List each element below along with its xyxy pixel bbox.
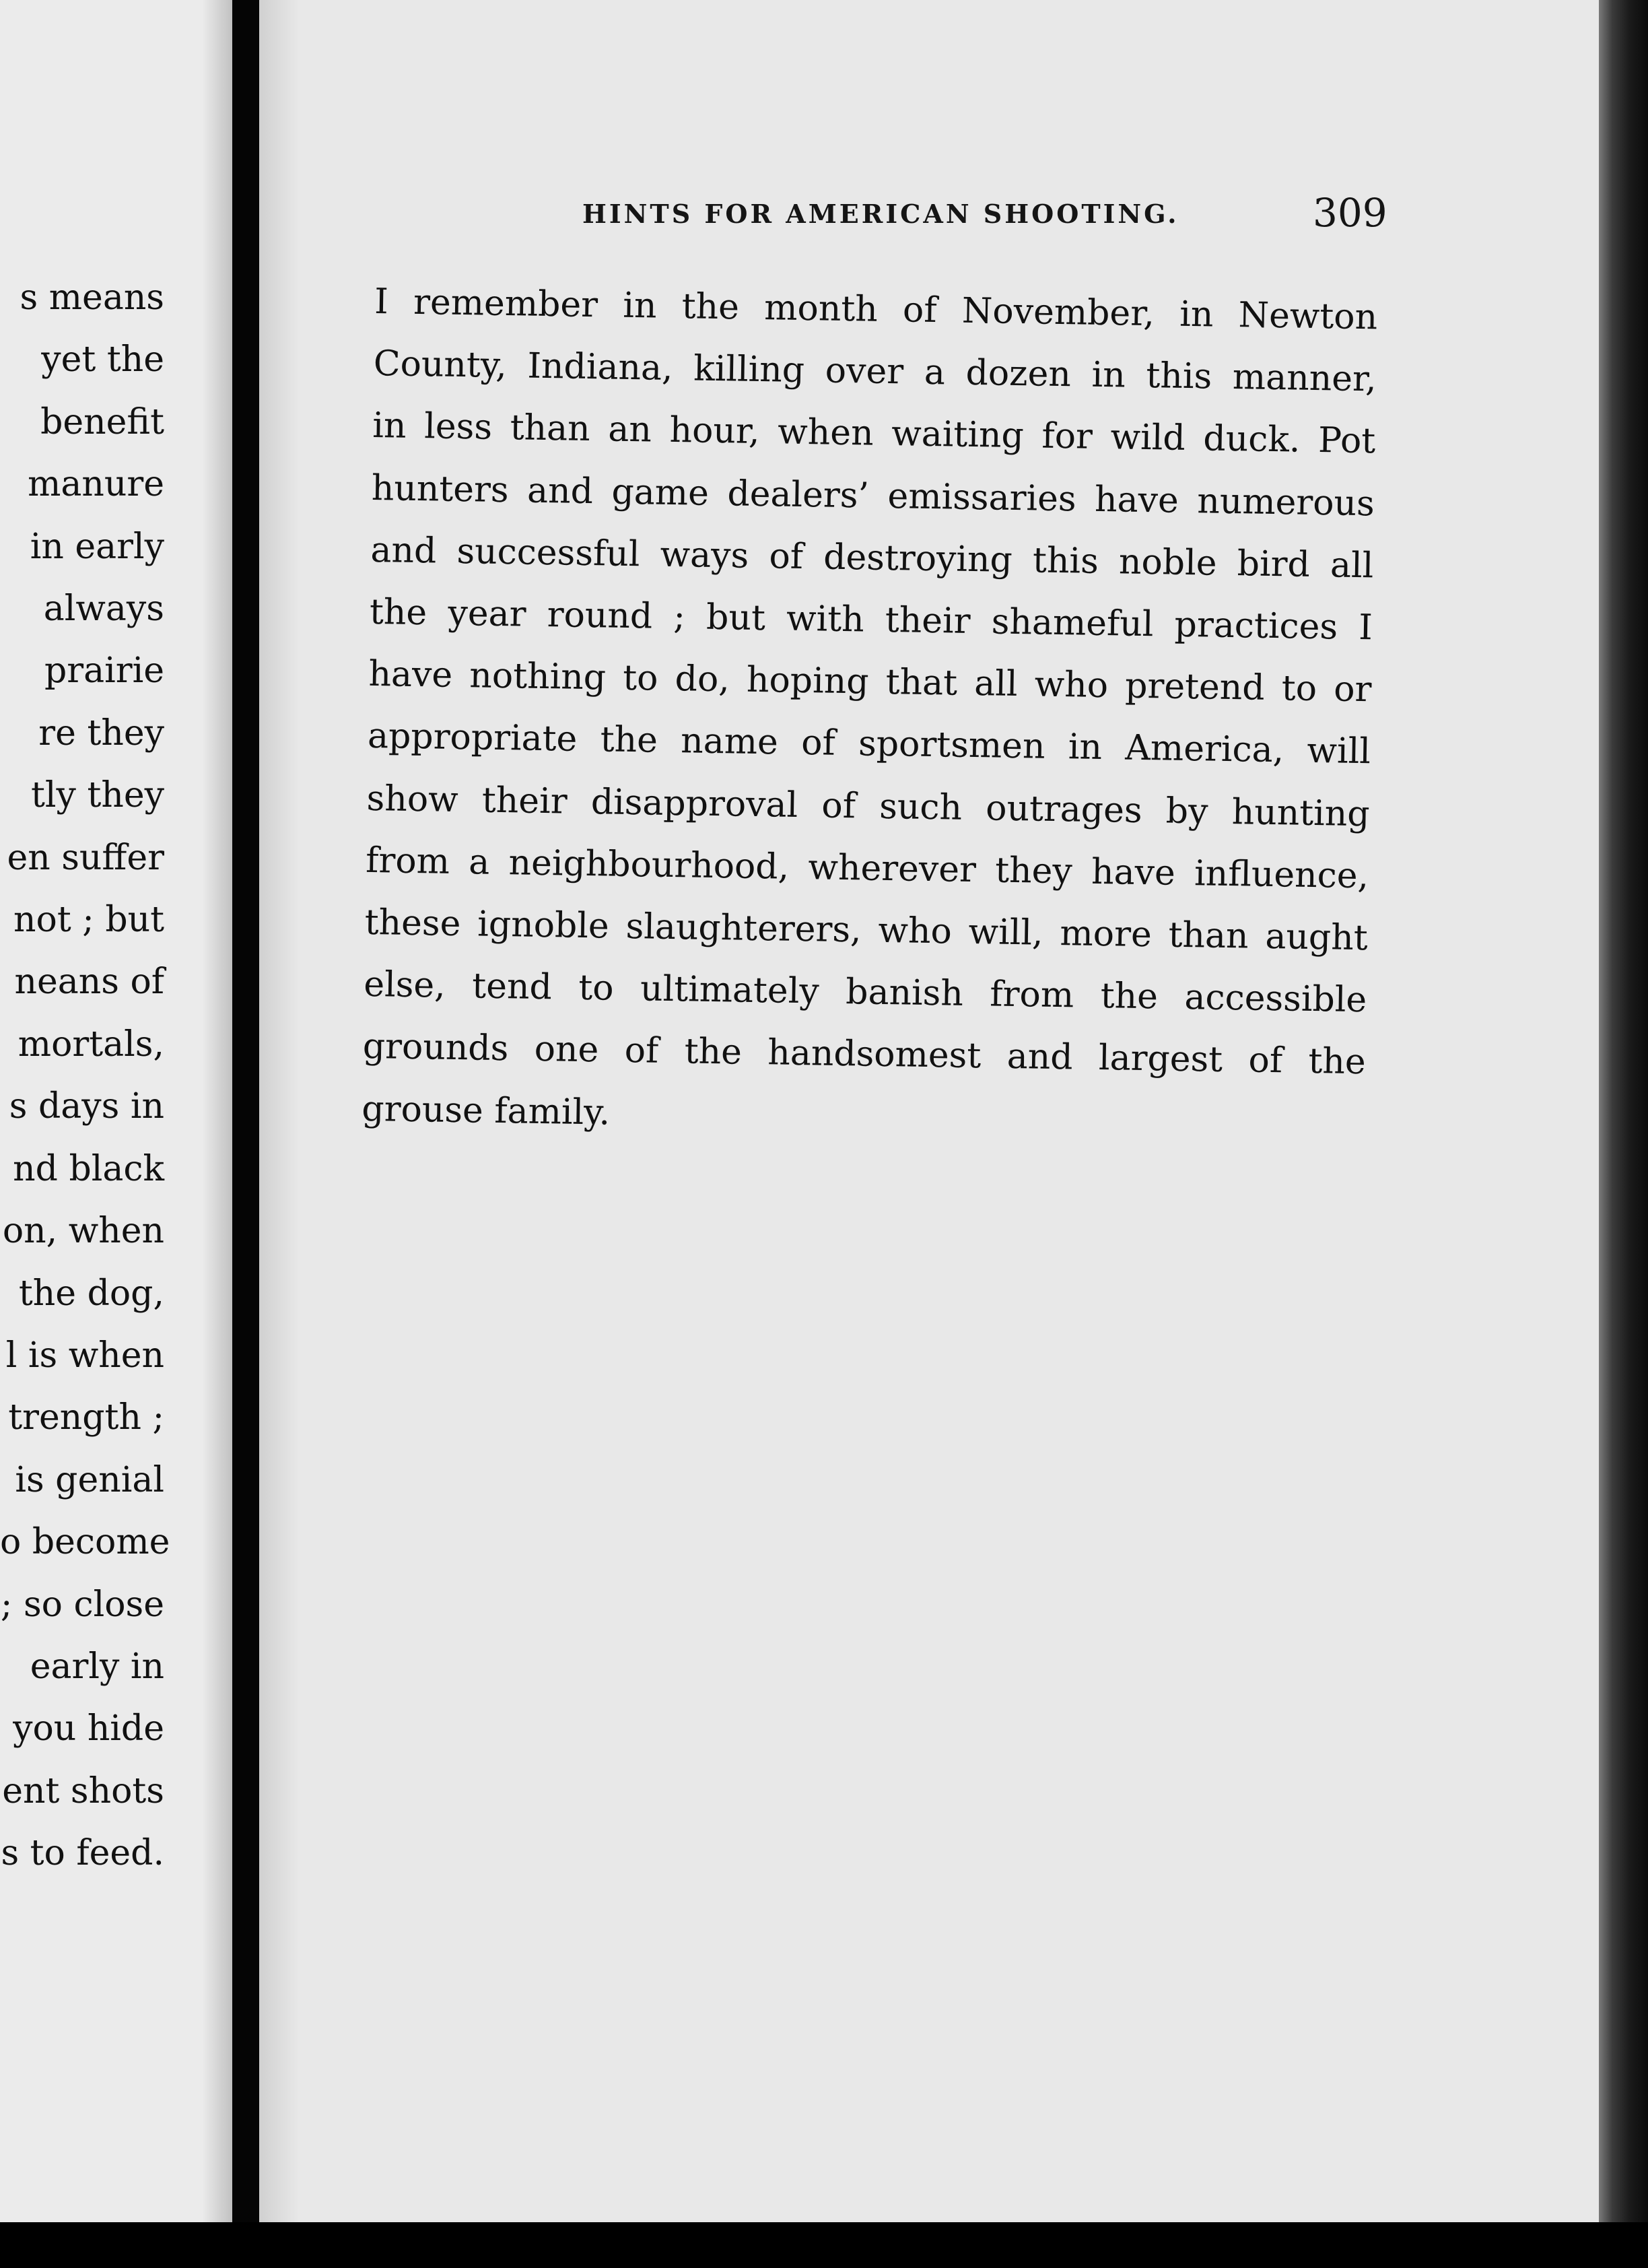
text-line: early in [30, 1646, 164, 1687]
text-line: County, Indiana, killing over a dozen in this manner, [373, 343, 1377, 400]
right-page [259, 0, 1599, 2222]
text-line: en suffer [7, 837, 164, 878]
text-line: grouse family. [361, 1088, 611, 1133]
left-page-shadow [202, 0, 232, 2222]
text-line: you hide [13, 1708, 164, 1749]
text-line: yet the [41, 339, 164, 380]
scan-border [0, 2222, 1648, 2268]
right-page-text [362, 271, 1378, 1156]
text-line: I remember in the month of November, in Newton [374, 281, 1378, 338]
text-line: these ignoble slaughterers, who will, more than aught [364, 902, 1369, 959]
text-line: from a neighbourhood, wherever they have influence, [365, 840, 1369, 897]
text-line: in early [30, 526, 164, 567]
right-page-shadow [259, 0, 300, 2222]
text-line: manure [28, 464, 164, 505]
left-page [0, 0, 232, 2222]
text-line: not ; but [13, 900, 164, 941]
text-line: mortals, [18, 1024, 164, 1065]
text-line: in less than an hour, when waiting for wild duck. Pot [372, 405, 1376, 462]
running-head: HINTS FOR AMERICAN SHOOTING. [582, 199, 1179, 229]
text-line: trength ; [8, 1397, 164, 1438]
text-line: ; so close [0, 1584, 164, 1625]
text-line: s means [20, 277, 164, 318]
text-line: benefit [40, 401, 164, 442]
text-line: s to feed. [1, 1833, 164, 1874]
text-line: o become [0, 1522, 170, 1563]
text-line: hunters and game dealers’ emissaries have numerous [371, 467, 1375, 524]
text-line: the year round ; but with their shameful practices I [369, 591, 1373, 648]
left-page-text [0, 267, 170, 1885]
text-line: neans of [14, 962, 164, 1003]
text-line: on, when [2, 1211, 164, 1252]
text-line: re they [38, 712, 164, 754]
page-edge [1599, 0, 1648, 2222]
text-line: and successful ways of destroying this noble bird all [370, 529, 1374, 587]
text-line: grounds one of the handsomest and largest of the [362, 1026, 1367, 1083]
text-line: else, tend to ultimately banish from the accessible [363, 964, 1367, 1021]
text-line: show their disapproval of such outrages by hunting [366, 778, 1370, 834]
text-line: the dog, [18, 1273, 164, 1314]
page-number: 309 [1313, 190, 1387, 236]
book-gutter [232, 0, 259, 2222]
text-line: nd black [13, 1148, 164, 1189]
text-line: appropriate the name of sportsmen in America, will [367, 716, 1371, 772]
text-line: ent shots [2, 1770, 164, 1811]
text-line: have nothing to do, hoping that all who pretend to or [368, 654, 1372, 710]
text-line: always [43, 589, 164, 630]
text-line: s days in [9, 1086, 164, 1127]
text-line: is genial [15, 1459, 164, 1500]
text-line: prairie [44, 651, 164, 692]
text-line: l is when [5, 1335, 164, 1376]
text-line: tly they [31, 775, 164, 816]
